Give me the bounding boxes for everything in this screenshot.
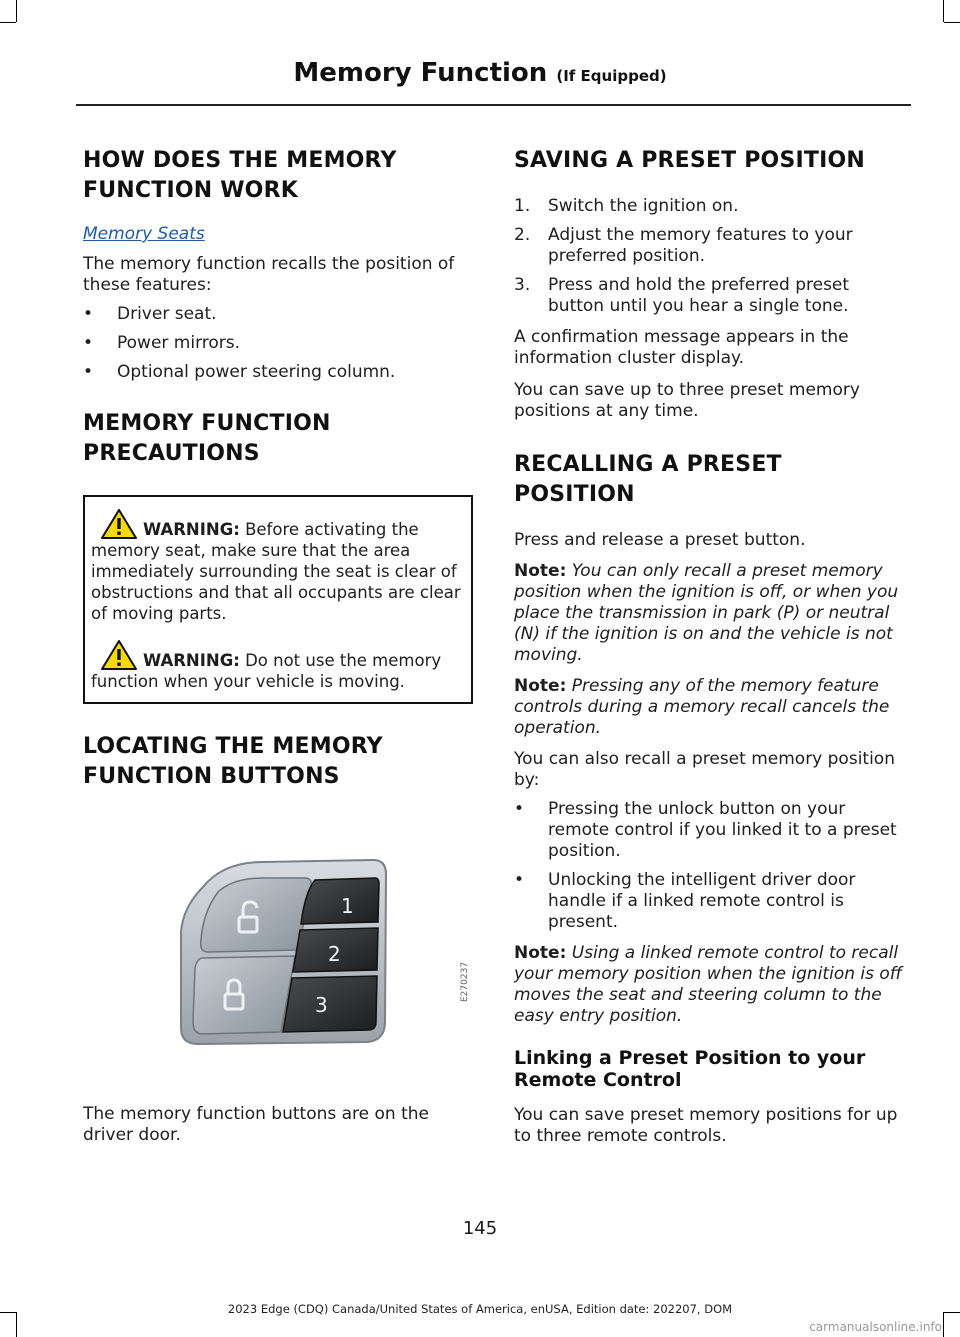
press-release-text: Press and release a preset button. <box>514 530 806 550</box>
page-header <box>0 58 960 88</box>
how-it-works-heading: HOW DOES THE MEMORY FUNCTION WORK <box>83 148 397 203</box>
intro-text: The memory function recalls the position of these features: <box>83 254 455 295</box>
recall-methods-list <box>514 799 908 933</box>
preset-label-1: 1 <box>341 894 354 918</box>
crop-mark <box>944 22 960 23</box>
list-item: 3. Press and hold the preferred preset button until you hear a single tone. <box>514 275 850 316</box>
memory-buttons-illustration <box>83 812 473 1072</box>
crop-mark <box>0 22 16 23</box>
list-item: • Power mirrors. <box>83 333 473 354</box>
linking-text: You can save preset memory positions for up to three remote controls. <box>514 1105 898 1146</box>
list-item: • Unlocking the intelligent driver door handle if a linked remote control is present. <box>514 870 908 933</box>
warning-box <box>83 495 473 704</box>
warning-paragraph <box>91 509 463 624</box>
warning-text: Before activating the memory seat, make sure that the area immediately surrounding the seat is clear of obstructions and that all occupants are clear of moving parts. <box>91 520 461 623</box>
list-item: • Driver seat. <box>83 304 473 325</box>
header-subtitle: (If Equipped) <box>556 67 667 85</box>
preset-button-3[interactable] <box>283 976 377 1032</box>
note: Note: Using a linked remote control to recall your memory position when the ignition is off moves the seat and steering column to the easy entry position. <box>514 943 903 1026</box>
list-item: • Pressing the unlock button on your remote control if you linked it to a preset position. <box>514 799 908 862</box>
preset-label-3: 3 <box>315 993 328 1017</box>
right-column <box>514 146 908 1147</box>
left-column <box>83 146 473 1146</box>
memory-buttons-figure <box>83 812 473 1072</box>
watermark: carmanualsonline.info <box>809 1320 942 1334</box>
crop-mark <box>943 0 944 22</box>
linking-heading: Linking a Preset Position to your Remote Control <box>514 1047 866 1091</box>
also-recall-text: You can also recall a preset memory position by: <box>514 749 895 790</box>
preset-label-2: 2 <box>328 942 341 966</box>
memory-seats-link[interactable]: Memory Seats <box>83 224 205 244</box>
header-title: Memory Function <box>293 58 548 88</box>
feature-list <box>83 304 473 383</box>
warning-label: WARNING: <box>143 520 240 539</box>
note: Note: Pressing any of the memory feature controls during a memory recall cancels the operation. <box>514 676 890 738</box>
saving-heading: SAVING A PRESET POSITION <box>514 148 865 173</box>
preset-button-1[interactable] <box>301 878 379 924</box>
crop-mark <box>16 0 17 22</box>
page-number: 145 <box>462 1218 498 1239</box>
list-item: 2. Adjust the memory features to your preferred position. <box>514 225 853 266</box>
figure-caption: The memory function buttons are on the driver door. <box>83 1104 430 1145</box>
warning-label: WARNING: <box>143 651 240 670</box>
note: Note: You can only recall a preset memory position when the ignition is off, or when you place the transmission in park (P) or neutral (N) if the ignition is on and the vehicle is not moving. <box>514 561 899 665</box>
recalling-heading: RECALLING A PRESET POSITION <box>514 452 782 507</box>
steps-list <box>514 196 908 317</box>
precautions-heading: MEMORY FUNCTION PRECAUTIONS <box>83 411 331 466</box>
figure-id: E270237 <box>460 961 470 1002</box>
header-rule <box>76 104 911 106</box>
confirmation-text: A confirmation message appears in the information cluster display. <box>514 327 849 368</box>
save-limit-text: You can save up to three preset memory positions at any time. <box>514 380 860 421</box>
list-item: • Optional power steering column. <box>83 362 473 383</box>
warning-triangle-icon <box>101 640 137 670</box>
locating-heading: LOCATING THE MEMORY FUNCTION BUTTONS <box>83 734 383 789</box>
warning-text: Do not use the memory function when your vehicle is moving. <box>91 651 442 691</box>
footer-edition: 2023 Edge (CDQ) Canada/United States of America, enUSA, Edition date: 202207, DOM <box>227 1302 733 1316</box>
warning-triangle-icon <box>101 509 137 539</box>
warning-paragraph <box>91 640 463 692</box>
list-item: 1. Switch the ignition on. <box>514 196 739 216</box>
